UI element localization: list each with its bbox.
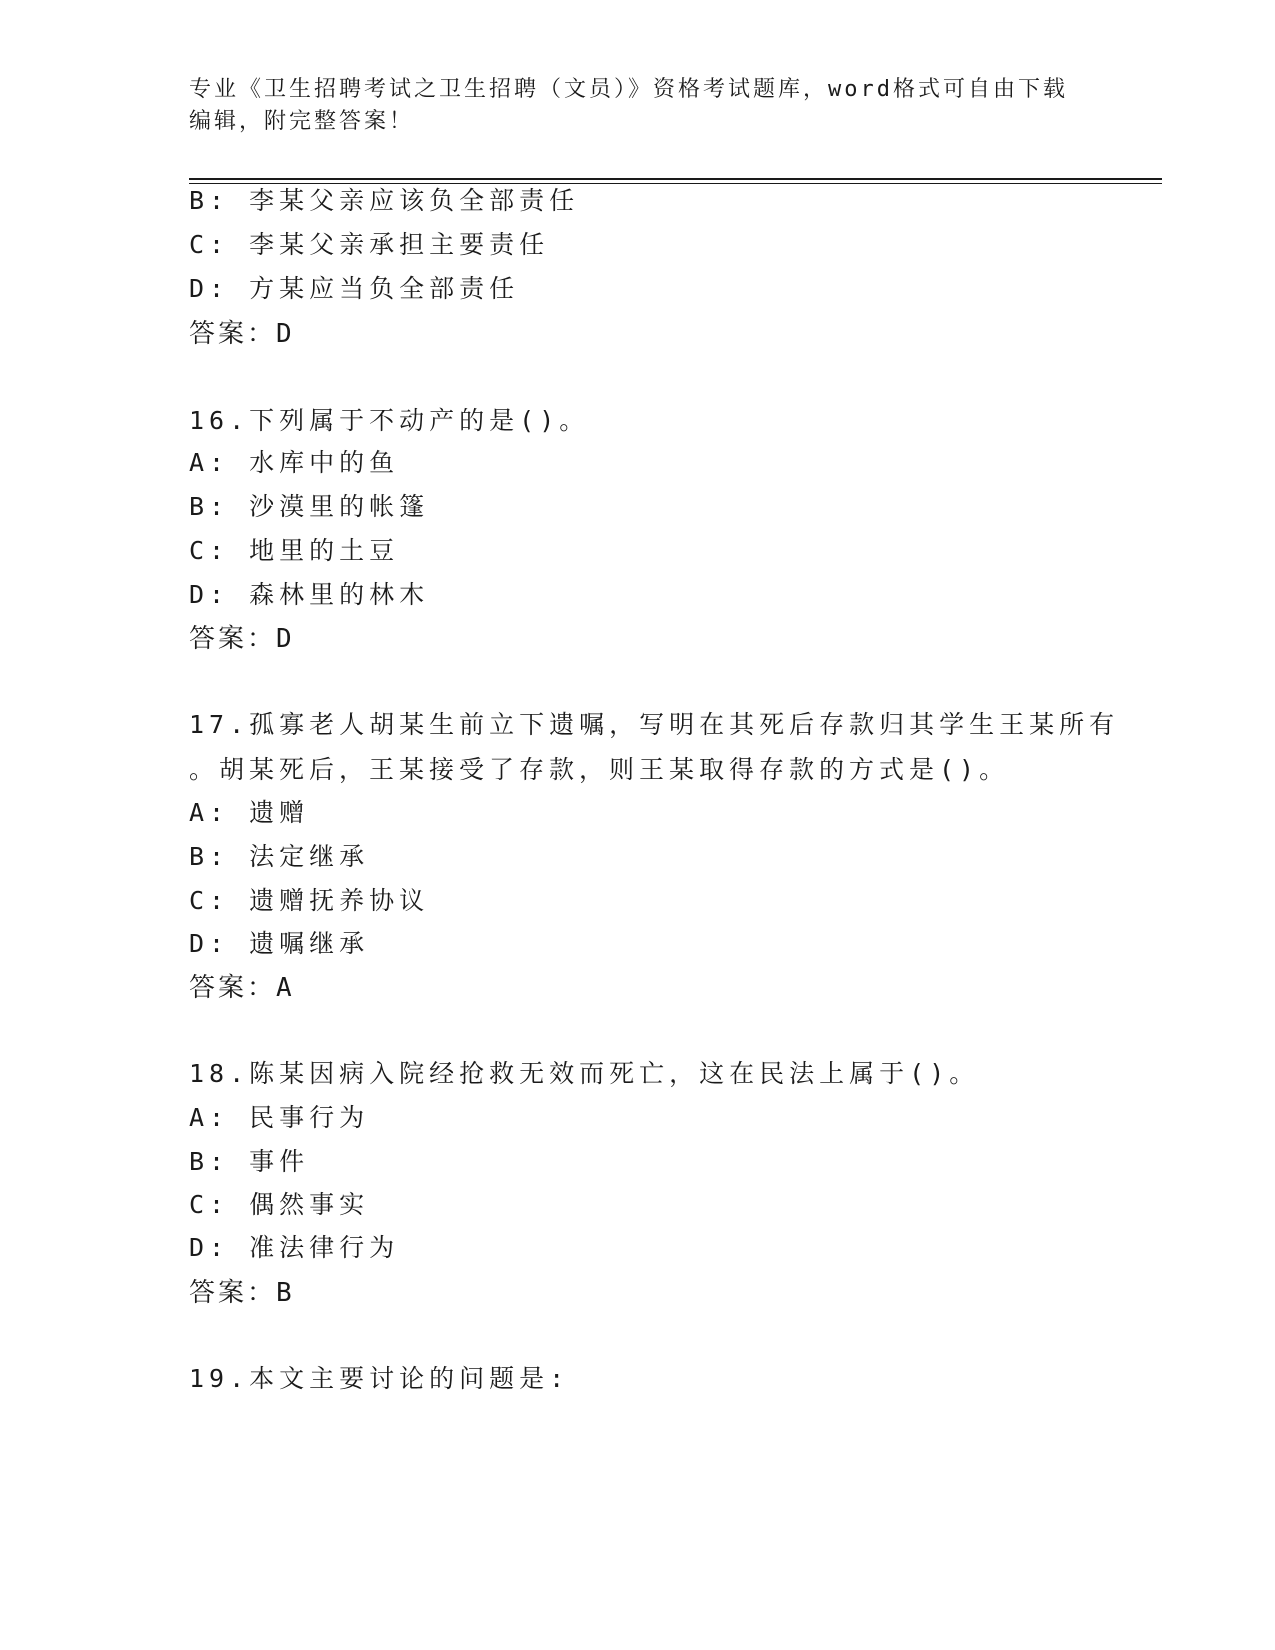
q17-stem-line2: 。胡某死后，王某接受了存款，则王某取得存款的方式是()。 (189, 755, 1010, 784)
q18-option-c: C: 偶然事实 (189, 1190, 370, 1219)
q17-option-a: A: 遗赠 (189, 798, 310, 827)
q15-option-d: D: 方某应当负全部责任 (189, 274, 520, 303)
q17-option-c: C: 遗赠抚养协议 (189, 886, 430, 915)
q18-answer: 答案：B (189, 1278, 295, 1308)
q18-stem: 18.陈某因病入院经抢救无效而死亡，这在民法上属于()。 (189, 1059, 980, 1088)
q18-option-b: B: 事件 (189, 1147, 310, 1176)
document-header: 专业《卫生招聘考试之卫生招聘（文员）》资格考试题库，word格式可自由下载编辑，附完整答案！ (189, 77, 1068, 134)
q17-option-d: D: 遗嘱继承 (189, 929, 370, 958)
q16-stem: 16.下列属于不动产的是()。 (189, 406, 590, 435)
q15-option-b: B: 李某父亲应该负全部责任 (189, 186, 580, 215)
q18-option-a: A: 民事行为 (189, 1103, 370, 1132)
header-rule-thick (189, 178, 1162, 180)
q16-option-a: A: 水库中的鱼 (189, 448, 400, 477)
q16-answer: 答案：D (189, 624, 295, 654)
q16-option-d: D: 森林里的林木 (189, 580, 430, 609)
q17-stem-line1: 17.孤寡老人胡某生前立下遗嘱，写明在其死后存款归其学生王某所有 (189, 710, 1120, 739)
q18-option-d: D: 准法律行为 (189, 1233, 400, 1262)
q17-option-b: B: 法定继承 (189, 842, 370, 871)
q19-stem: 19.本文主要讨论的问题是: (189, 1364, 570, 1393)
q16-option-c: C: 地里的土豆 (189, 536, 400, 565)
header-rule-thin (189, 183, 1162, 184)
q16-option-b: B: 沙漠里的帐篷 (189, 492, 430, 521)
q15-option-c: C: 李某父亲承担主要责任 (189, 230, 550, 259)
q17-answer: 答案：A (189, 973, 295, 1003)
q15-answer: 答案：D (189, 319, 295, 349)
